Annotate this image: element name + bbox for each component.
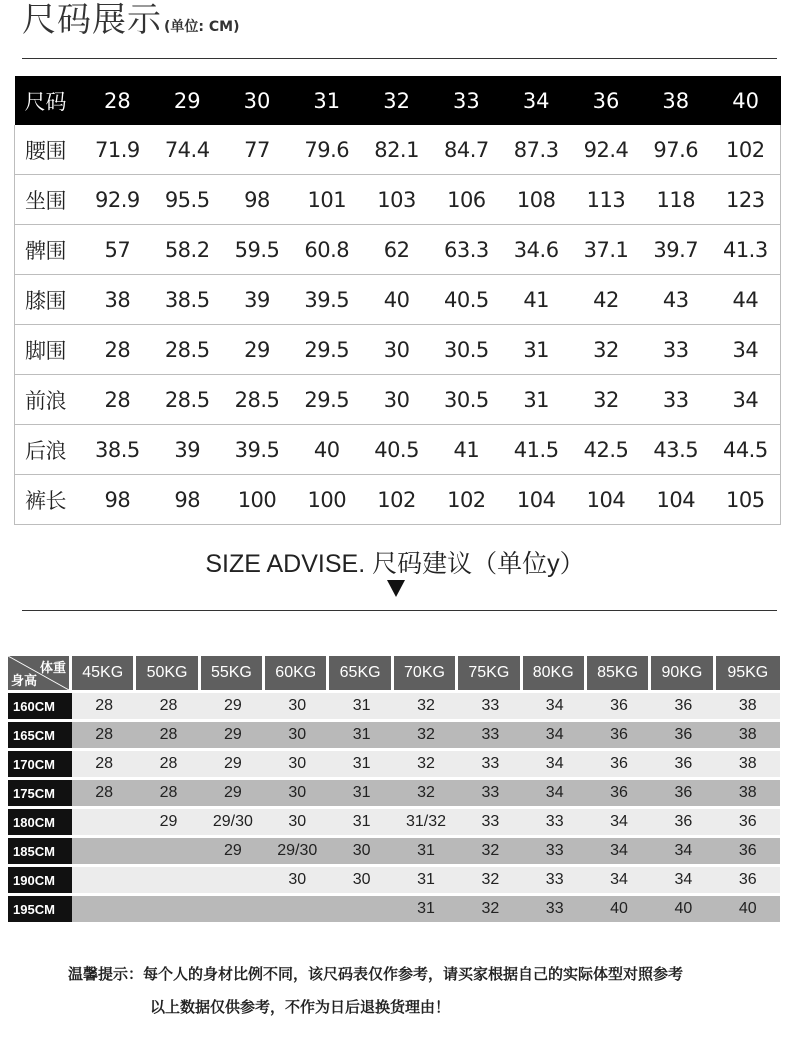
recommended-size: 31 xyxy=(394,893,458,922)
advise-corner-cell xyxy=(8,656,72,690)
measurement-value: 38.5 xyxy=(83,425,153,475)
measurement-value: 31 xyxy=(501,325,571,375)
size-advise-table xyxy=(8,656,780,922)
recommended-size: 33 xyxy=(523,806,587,835)
measurement-value: 100 xyxy=(292,475,362,525)
measurement-value: 33 xyxy=(641,325,711,375)
recommended-size: 38 xyxy=(716,719,780,748)
height-label: 175CM xyxy=(8,777,72,806)
recommended-size: 33 xyxy=(458,806,522,835)
corner-weight-label: 体重 xyxy=(39,660,66,675)
measurement-row xyxy=(15,225,781,275)
recommended-size: 29/30 xyxy=(265,835,329,864)
weight-column-header: 75KG xyxy=(458,656,522,690)
measurement-value: 31 xyxy=(501,375,571,425)
measurement-value: 33 xyxy=(641,375,711,425)
recommended-size: 31 xyxy=(394,864,458,893)
recommended-size: 33 xyxy=(523,835,587,864)
measurement-row xyxy=(15,275,781,325)
measurement-value: 28 xyxy=(83,325,153,375)
size-column-header: 29 xyxy=(173,88,201,113)
size-advise-heading: SIZE ADVISE. 尺码建议（单位y） xyxy=(205,550,585,578)
recommended-size: 38 xyxy=(716,777,780,806)
recommended-size: 36 xyxy=(587,777,651,806)
recommended-size: 32 xyxy=(394,719,458,748)
recommended-size: 36 xyxy=(651,719,715,748)
recommended-size: 28 xyxy=(72,748,136,777)
measurement-value: 92.9 xyxy=(83,175,153,225)
measurement-value: 105 xyxy=(711,475,781,525)
measurement-label: 裤长 xyxy=(15,475,83,525)
measurement-value: 43.5 xyxy=(641,425,711,475)
recommended-size: 40 xyxy=(651,893,715,922)
measurement-value: 87.3 xyxy=(501,125,571,175)
corner-height-label: 身高 xyxy=(11,673,38,688)
size-column-header: 32 xyxy=(383,88,410,113)
measurement-value: 34 xyxy=(711,325,781,375)
recommended-size: 34 xyxy=(587,806,651,835)
recommended-size: 34 xyxy=(523,777,587,806)
measurement-value: 44 xyxy=(711,275,781,325)
measurement-value: 101 xyxy=(292,175,362,225)
measurement-value: 102 xyxy=(711,125,781,175)
weight-column-header: 80KG xyxy=(523,656,587,690)
recommended-size: 32 xyxy=(458,893,522,922)
measurement-value: 59.5 xyxy=(222,225,292,275)
title-unit: (单位: CM) xyxy=(164,19,240,35)
recommended-size: 30 xyxy=(265,806,329,835)
measurement-value: 44.5 xyxy=(711,425,781,475)
recommended-size xyxy=(136,893,200,922)
recommended-size: 32 xyxy=(458,864,522,893)
size-measurement-table xyxy=(14,76,781,525)
measurement-value: 39.7 xyxy=(641,225,711,275)
measurement-value: 42.5 xyxy=(571,425,641,475)
measurement-value: 104 xyxy=(571,475,641,525)
measurement-value: 40 xyxy=(292,425,362,475)
title-divider xyxy=(22,58,777,59)
weight-column-header: 90KG xyxy=(651,656,715,690)
weight-column-header: 85KG xyxy=(587,656,651,690)
measurement-value: 40 xyxy=(362,275,432,325)
measurement-value: 28.5 xyxy=(222,375,292,425)
weight-column-header: 45KG xyxy=(72,656,136,690)
measurement-value: 108 xyxy=(501,175,571,225)
recommended-size: 36 xyxy=(587,748,651,777)
recommended-size: 28 xyxy=(72,777,136,806)
measurement-value: 60.8 xyxy=(292,225,362,275)
recommended-size xyxy=(136,835,200,864)
measurement-value: 118 xyxy=(641,175,711,225)
recommended-size xyxy=(72,893,136,922)
recommended-size: 34 xyxy=(651,835,715,864)
measurement-value: 34.6 xyxy=(501,225,571,275)
size-column-header: 34 xyxy=(522,88,550,113)
height-row xyxy=(8,806,780,835)
title-main: 尺码展示 xyxy=(22,0,162,40)
recommended-size: 31 xyxy=(329,777,393,806)
recommended-size: 40 xyxy=(716,893,780,922)
height-label: 160CM xyxy=(8,690,72,719)
measurement-value: 102 xyxy=(362,475,432,525)
weight-header-row xyxy=(8,656,780,690)
recommended-size: 38 xyxy=(716,748,780,777)
measurement-value: 57 xyxy=(83,225,153,275)
measurement-value: 63.3 xyxy=(431,225,501,275)
recommended-size: 28 xyxy=(136,748,200,777)
recommended-size: 38 xyxy=(716,690,780,719)
measurement-value: 29.5 xyxy=(292,325,362,375)
recommended-size xyxy=(201,893,265,922)
recommended-size xyxy=(265,893,329,922)
recommended-size: 36 xyxy=(716,835,780,864)
measurement-value: 28 xyxy=(83,375,153,425)
recommended-size: 28 xyxy=(136,719,200,748)
measurement-value: 104 xyxy=(641,475,711,525)
measurement-value: 98 xyxy=(83,475,153,525)
measurement-label: 前浪 xyxy=(15,375,83,425)
measurement-value: 39 xyxy=(152,425,222,475)
advise-divider xyxy=(22,610,777,611)
recommended-size: 36 xyxy=(651,777,715,806)
measurement-row xyxy=(15,375,781,425)
height-row xyxy=(8,690,780,719)
measurement-value: 30.5 xyxy=(431,325,501,375)
recommended-size: 29 xyxy=(201,690,265,719)
recommended-size: 31/32 xyxy=(394,806,458,835)
recommended-size: 36 xyxy=(651,748,715,777)
recommended-size: 30 xyxy=(265,748,329,777)
disclaimer-note: 以上数据仅供参考，不作为日后退换货理由！ xyxy=(150,998,451,1016)
size-column-header: 40 xyxy=(732,88,759,113)
measurement-label: 坐围 xyxy=(15,175,83,225)
measurement-value: 30 xyxy=(362,375,432,425)
measurement-row xyxy=(15,425,781,475)
recommended-size: 29 xyxy=(136,806,200,835)
recommended-size xyxy=(201,864,265,893)
recommended-size: 29/30 xyxy=(201,806,265,835)
recommended-size: 29 xyxy=(201,777,265,806)
measurement-value: 41 xyxy=(431,425,501,475)
weight-column-header: 65KG xyxy=(329,656,393,690)
height-label: 165CM xyxy=(8,719,72,748)
measurement-label: 腰围 xyxy=(15,125,83,175)
measurement-value: 30 xyxy=(362,325,432,375)
measurement-value: 103 xyxy=(362,175,432,225)
recommended-size xyxy=(72,864,136,893)
recommended-size: 33 xyxy=(458,777,522,806)
measurement-value: 42 xyxy=(571,275,641,325)
tip-note: 温馨提示：每个人的身材比例不同，该尺码表仅作参考，请买家根据自己的实际体型对照参考 xyxy=(68,965,684,983)
recommended-size: 31 xyxy=(329,806,393,835)
measurement-row xyxy=(15,325,781,375)
measurement-value: 123 xyxy=(711,175,781,225)
recommended-size: 33 xyxy=(523,864,587,893)
weight-column-header: 95KG xyxy=(716,656,780,690)
measurement-value: 100 xyxy=(222,475,292,525)
recommended-size: 32 xyxy=(394,777,458,806)
measurement-row xyxy=(15,475,781,525)
measurement-value: 79.6 xyxy=(292,125,362,175)
recommended-size: 34 xyxy=(523,748,587,777)
measurement-value: 28.5 xyxy=(152,375,222,425)
recommended-size: 31 xyxy=(394,835,458,864)
measurement-value: 84.7 xyxy=(431,125,501,175)
recommended-size: 33 xyxy=(458,748,522,777)
recommended-size: 36 xyxy=(587,690,651,719)
measurement-value: 113 xyxy=(571,175,641,225)
measurement-label: 脚围 xyxy=(15,325,83,375)
measurement-label: 后浪 xyxy=(15,425,83,475)
height-label: 195CM xyxy=(8,893,72,922)
height-row xyxy=(8,893,780,922)
weight-column-header: 60KG xyxy=(265,656,329,690)
measurement-value: 62 xyxy=(362,225,432,275)
measurement-label: 膝围 xyxy=(15,275,83,325)
measurement-value: 29 xyxy=(222,325,292,375)
measurement-value: 58.2 xyxy=(152,225,222,275)
recommended-size: 31 xyxy=(329,719,393,748)
recommended-size: 29 xyxy=(201,719,265,748)
size-column-header: 28 xyxy=(104,88,131,113)
recommended-size: 28 xyxy=(136,777,200,806)
measurement-value: 40.5 xyxy=(431,275,501,325)
measurement-value: 38.5 xyxy=(152,275,222,325)
measurement-value: 106 xyxy=(431,175,501,225)
measurement-value: 92.4 xyxy=(571,125,641,175)
measurement-value: 98 xyxy=(152,475,222,525)
measurement-value: 41 xyxy=(501,275,571,325)
measurement-value: 77 xyxy=(222,125,292,175)
recommended-size: 30 xyxy=(265,777,329,806)
measurement-value: 37.1 xyxy=(571,225,641,275)
measurement-value: 82.1 xyxy=(362,125,432,175)
recommended-size: 28 xyxy=(72,690,136,719)
recommended-size: 30 xyxy=(329,864,393,893)
recommended-size xyxy=(72,806,136,835)
measurement-value: 95.5 xyxy=(152,175,222,225)
recommended-size: 34 xyxy=(651,864,715,893)
height-label: 170CM xyxy=(8,748,72,777)
recommended-size xyxy=(72,835,136,864)
weight-column-header: 55KG xyxy=(201,656,265,690)
height-label: 190CM xyxy=(8,864,72,893)
measurement-value: 32 xyxy=(571,325,641,375)
recommended-size: 33 xyxy=(458,690,522,719)
recommended-size: 30 xyxy=(265,719,329,748)
recommended-size: 34 xyxy=(523,719,587,748)
recommended-size: 34 xyxy=(587,835,651,864)
size-header-row xyxy=(15,76,781,125)
measurement-value: 39.5 xyxy=(292,275,362,325)
recommended-size: 36 xyxy=(716,864,780,893)
recommended-size: 34 xyxy=(523,690,587,719)
measurement-row xyxy=(15,125,781,175)
size-column-header: 36 xyxy=(592,88,620,113)
recommended-size: 29 xyxy=(201,835,265,864)
recommended-size: 30 xyxy=(265,864,329,893)
recommended-size: 36 xyxy=(587,719,651,748)
measurement-row xyxy=(15,175,781,225)
weight-column-header: 50KG xyxy=(136,656,200,690)
recommended-size: 32 xyxy=(394,690,458,719)
recommended-size: 36 xyxy=(651,806,715,835)
size-column-header: 38 xyxy=(662,88,690,113)
recommended-size: 34 xyxy=(587,864,651,893)
measurement-value: 104 xyxy=(501,475,571,525)
weight-column-header: 70KG xyxy=(394,656,458,690)
measurement-value: 41.5 xyxy=(501,425,571,475)
measurement-value: 30.5 xyxy=(431,375,501,425)
height-row xyxy=(8,864,780,893)
height-row xyxy=(8,835,780,864)
recommended-size: 30 xyxy=(265,690,329,719)
height-row xyxy=(8,719,780,748)
recommended-size xyxy=(136,864,200,893)
measurement-value: 39 xyxy=(222,275,292,325)
measurement-label: 髀围 xyxy=(15,225,83,275)
size-column-header: 30 xyxy=(243,88,271,113)
recommended-size: 36 xyxy=(651,690,715,719)
size-header-label: 尺码 xyxy=(24,89,67,114)
recommended-size: 33 xyxy=(523,893,587,922)
recommended-size: 28 xyxy=(136,690,200,719)
recommended-size: 31 xyxy=(329,748,393,777)
recommended-size: 36 xyxy=(716,806,780,835)
measurement-value: 40.5 xyxy=(362,425,432,475)
recommended-size: 30 xyxy=(329,835,393,864)
measurement-value: 43 xyxy=(641,275,711,325)
measurement-value: 74.4 xyxy=(152,125,222,175)
recommended-size: 32 xyxy=(394,748,458,777)
size-column-header: 31 xyxy=(313,88,341,113)
height-label: 185CM xyxy=(8,835,72,864)
measurement-value: 34 xyxy=(711,375,781,425)
size-column-header: 33 xyxy=(453,88,480,113)
height-row xyxy=(8,748,780,777)
recommended-size: 29 xyxy=(201,748,265,777)
height-row xyxy=(8,777,780,806)
arrow-down-icon xyxy=(387,580,405,597)
measurement-value: 28.5 xyxy=(152,325,222,375)
recommended-size: 31 xyxy=(329,690,393,719)
recommended-size xyxy=(329,893,393,922)
height-label: 180CM xyxy=(8,806,72,835)
measurement-value: 71.9 xyxy=(83,125,153,175)
measurement-value: 32 xyxy=(571,375,641,425)
measurement-value: 98 xyxy=(222,175,292,225)
measurement-value: 102 xyxy=(431,475,501,525)
measurement-value: 38 xyxy=(83,275,153,325)
recommended-size: 40 xyxy=(587,893,651,922)
measurement-value: 39.5 xyxy=(222,425,292,475)
measurement-value: 41.3 xyxy=(711,225,781,275)
recommended-size: 33 xyxy=(458,719,522,748)
recommended-size: 32 xyxy=(458,835,522,864)
page-title xyxy=(22,0,239,41)
measurement-value: 97.6 xyxy=(641,125,711,175)
recommended-size: 28 xyxy=(72,719,136,748)
measurement-value: 29.5 xyxy=(292,375,362,425)
